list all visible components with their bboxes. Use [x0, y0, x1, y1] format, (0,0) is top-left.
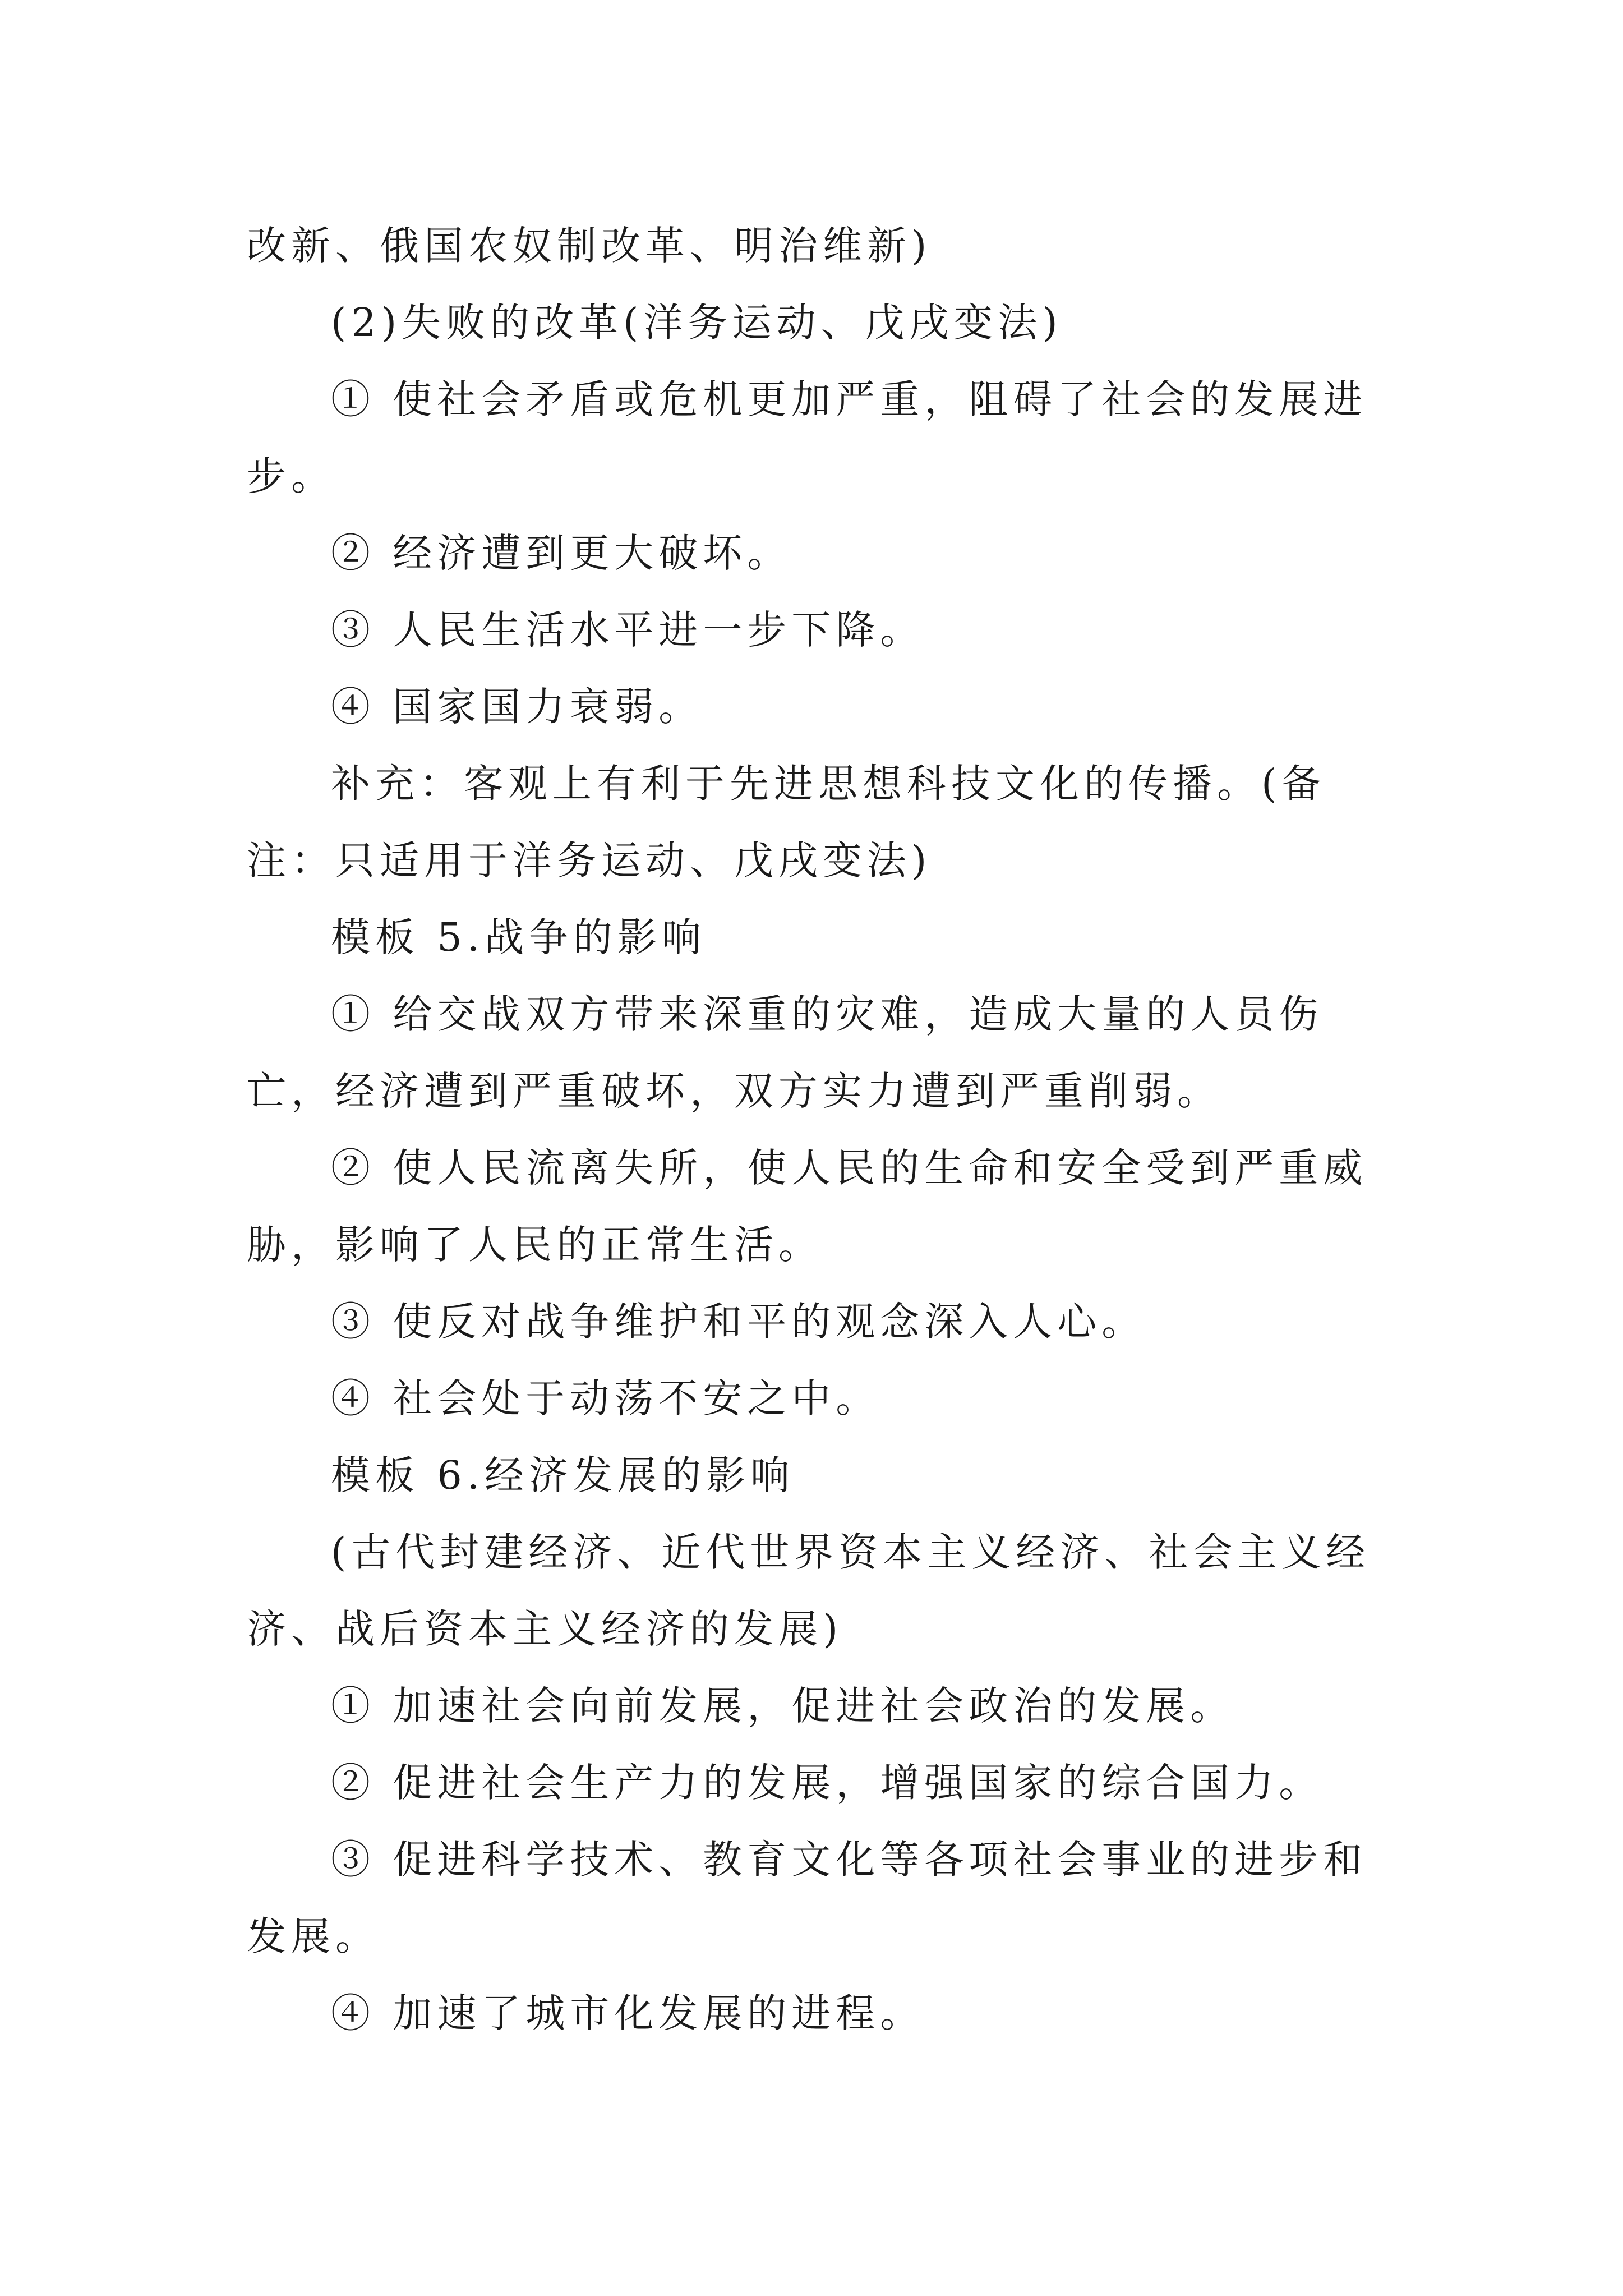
paragraph-war-effect-1: ① 给交战双方带来深重的灾难，造成大量的人员伤亡，经济遭到严重破坏，双方实力遭到严重削弱。 — [247, 991, 1324, 1114]
paragraph-war-effect-4: ④ 社会处于动荡不安之中。 — [331, 1375, 880, 1421]
paragraph-template-6-heading: 模板 6.经济发展的影响 — [331, 1452, 795, 1498]
paragraph-economy-scope-note: (古代封建经济、近代世界资本主义经济、社会主义经济、战后资本主义经济的发展) — [247, 1529, 1371, 1652]
paragraph-failed-reforms-heading: (2)失败的改革(洋务运动、戊戌变法) — [331, 300, 1063, 346]
paragraph-war-effect-2: ② 使人民流离失所，使人民的生命和安全受到严重威胁，影响了人民的正常生活。 — [247, 1145, 1368, 1268]
paragraph-failed-reform-point-3: ③ 人民生活水平进一步下降。 — [331, 607, 925, 653]
paragraph-reform-list-continued: 改新、俄国农奴制改革、明治维新) — [247, 223, 932, 269]
paragraph-economy-effect-2: ② 促进社会生产力的发展，增强国家的综合国力。 — [331, 1760, 1324, 1806]
paragraph-template-5-heading: 模板 5.战争的影响 — [331, 914, 707, 960]
paragraph-failed-reform-point-1: ① 使社会矛盾或危机更加严重，阻碍了社会的发展进步。 — [247, 376, 1368, 499]
document-body — [247, 208, 1380, 2052]
paragraph-supplement-note: 补充：客观上有利于先进思想科技文化的传播。(备注：只适用于洋务运动、戊戌变法) — [247, 761, 1326, 884]
paragraph-economy-effect-3: ③ 促进科学技术、教育文化等各项社会事业的进步和发展。 — [247, 1837, 1368, 1959]
paragraph-economy-effect-4: ④ 加速了城市化发展的进程。 — [331, 1990, 925, 2036]
paragraph-economy-effect-1: ① 加速社会向前发展，促进社会政治的发展。 — [331, 1683, 1235, 1729]
paragraph-failed-reform-point-2: ② 经济遭到更大破坏。 — [331, 530, 792, 576]
paragraph-failed-reform-point-4: ④ 国家国力衰弱。 — [331, 684, 703, 730]
paragraph-war-effect-3: ③ 使反对战争维护和平的观念深入人心。 — [331, 1299, 1146, 1345]
